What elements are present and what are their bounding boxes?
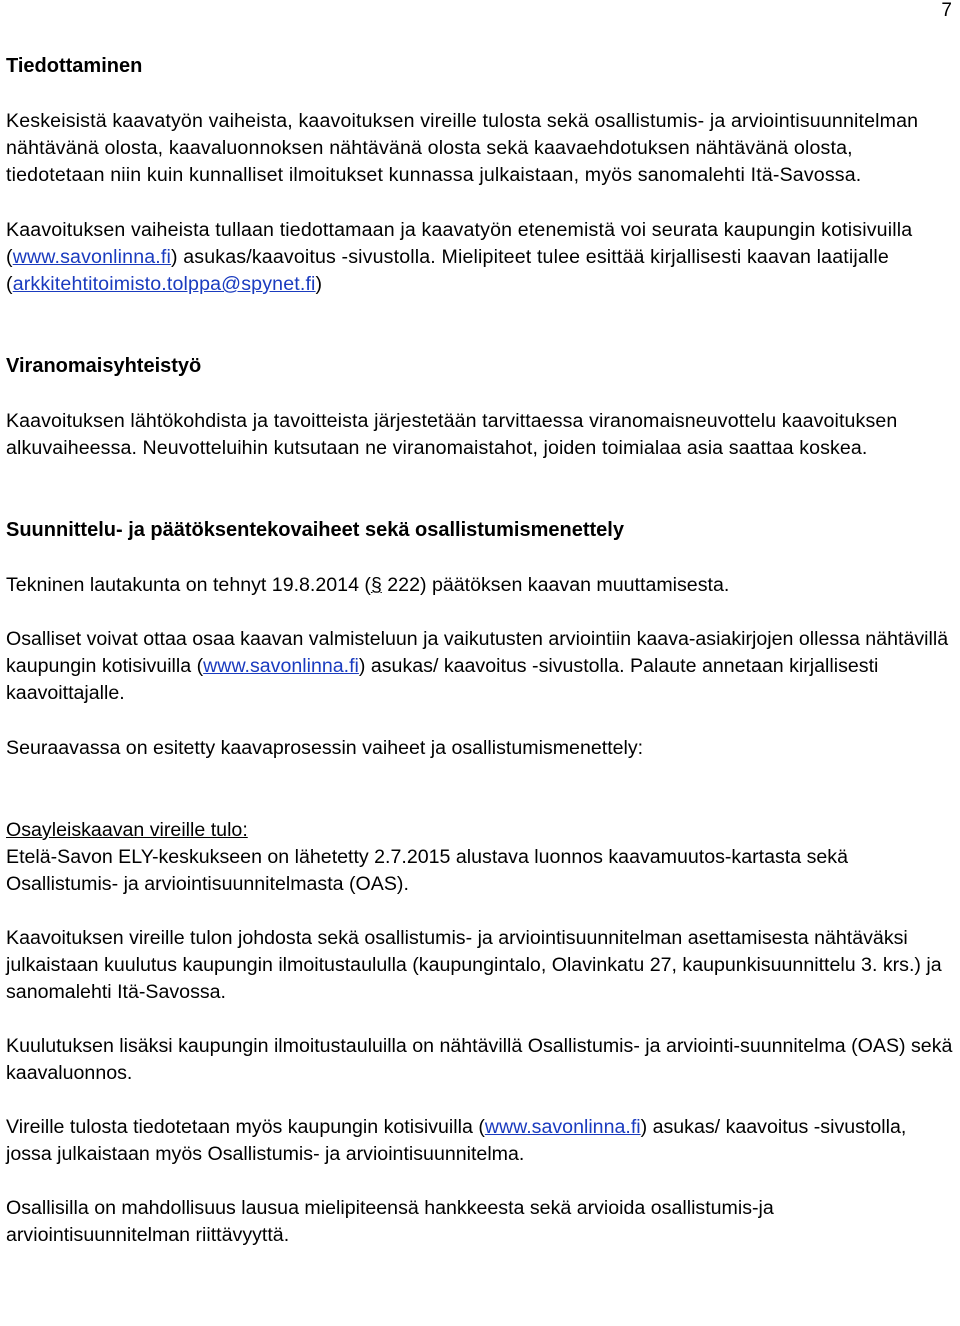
text-segment: ) asukas/kaavoitus -sivustolla. Mielipiteet tulee esittää kirjallisesti kaavan laatijalle ( <box>6 246 889 295</box>
paragraph-vireille-2: Kaavoituksen vireille tulon johdosta sekä osallistumis- ja arviointisuunnitelman asettamisesta nähtäväksi julkaistaan kuulutus kaupungin ilmoitustaululla (kaupungintalo, Olavinkatu 27, kaupunkisuunnittelu 3. krs.) ja sanomalehti Itä-Savossa. <box>6 927 942 1003</box>
text-segment: 222) päätöksen kaavan muuttamisesta. <box>381 574 730 596</box>
text-segment: ) asukas/ kaavoitus -sivustolla. Palaute annetaan kirjallisesti kaavoittajalle. <box>6 655 879 704</box>
heading-suunnittelu: Suunnittelu- ja päätöksentekovaiheet sekä osallistumismenettely <box>6 519 624 541</box>
text-segment: ) asukas/ kaavoitus -sivustolla, jossa julkaistaan myös Osallistumis- ja arviointisuunnitelma. <box>6 1116 907 1165</box>
paragraph-vireille-5: Osallisilla on mahdollisuus lausua mielipiteensä hankkeesta sekä arvioida osallistumis-ja arviointisuunnitelman riittävyyttä. <box>6 1197 774 1246</box>
link-savonlinna[interactable]: www.savonlinna.fi <box>484 1116 641 1138</box>
paragraph-suunnittelu-1 <box>6 572 954 599</box>
paragraph-vireille-4 <box>6 1114 954 1168</box>
paragraph-suunnittelu-2 <box>6 626 954 707</box>
heading-viranomaisyhteistyo: Viranomaisyhteistyö <box>6 355 202 377</box>
paragraph-tiedottaminen-2 <box>6 217 954 298</box>
paragraph-vireille-1: Etelä-Savon ELY-keskukseen on lähetetty 2.7.2015 alustava luonnos kaavamuutos-kartasta sekä Osallistumis- ja arviointisuunnitelmasta (OAS). <box>6 846 848 895</box>
text-segment: Osalliset voivat ottaa osaa kaavan valmisteluun ja vaikutusten arviointiin kaava-asiakirjojen ollessa nähtävillä kaupungin kotisivuilla ( <box>6 628 949 677</box>
subheading-vireille-tulo: Osayleiskaavan vireille tulo: <box>6 819 248 841</box>
text-segment: ) <box>315 273 323 295</box>
document-body <box>6 53 954 1249</box>
paragraph-vireille-3: Kuulutuksen lisäksi kaupungin ilmoitustauluilla on nähtävillä Osallistumis- ja arviointi-suunnitelma (OAS) sekä kaavaluonnos. <box>6 1035 953 1084</box>
paragraph-tiedottaminen-1: Keskeisistä kaavatyön vaiheista, kaavoituksen vireille tulosta sekä osallistumis- ja arviointisuunnitelman nähtävänä olosta, kaavaluonnoksen nähtävänä olosta sekä kaavaehdotuksen nähtävänä olosta, tiedotetaan niin kuin kunnalliset ilmoitukset kunnassa julkaistaan, myös sanomalehti Itä-Savossa. <box>6 110 919 186</box>
page-number: 7 <box>941 0 952 21</box>
link-savonlinna[interactable]: www.savonlinna.fi <box>12 246 171 268</box>
heading-tiedottaminen: Tiedottaminen <box>6 55 143 77</box>
text-segment: Tekninen lautakunta on tehnyt 19.8.2014 ( <box>6 574 371 596</box>
text-segment: Kaavoituksen vaiheista tullaan tiedottamaan ja kaavatyön etenemistä voi seurata kaupungin kotisivuilla ( <box>6 219 913 268</box>
text-segment: Vireille tulosta tiedotetaan myös kaupungin kotisivuilla ( <box>6 1116 485 1138</box>
section-sign: § <box>370 574 382 596</box>
paragraph-suunnittelu-3: Seuraavassa on esitetty kaavaprosessin vaiheet ja osallistumismenettely: <box>6 737 644 759</box>
link-savonlinna[interactable]: www.savonlinna.fi <box>203 655 359 677</box>
paragraph-viranomaisyhteistyo: Kaavoituksen lähtökohdista ja tavoitteista järjestetään tarvittaessa viranomaisneuvottelu kaavoituksen alkuvaiheessa. Neuvotteluihin kutsutaan ne viranomaistahot, joiden toimialaa asia saattaa koskea. <box>6 410 898 459</box>
link-email[interactable]: arkkitehtitoimisto.tolppa@spynet.fi <box>12 273 316 295</box>
